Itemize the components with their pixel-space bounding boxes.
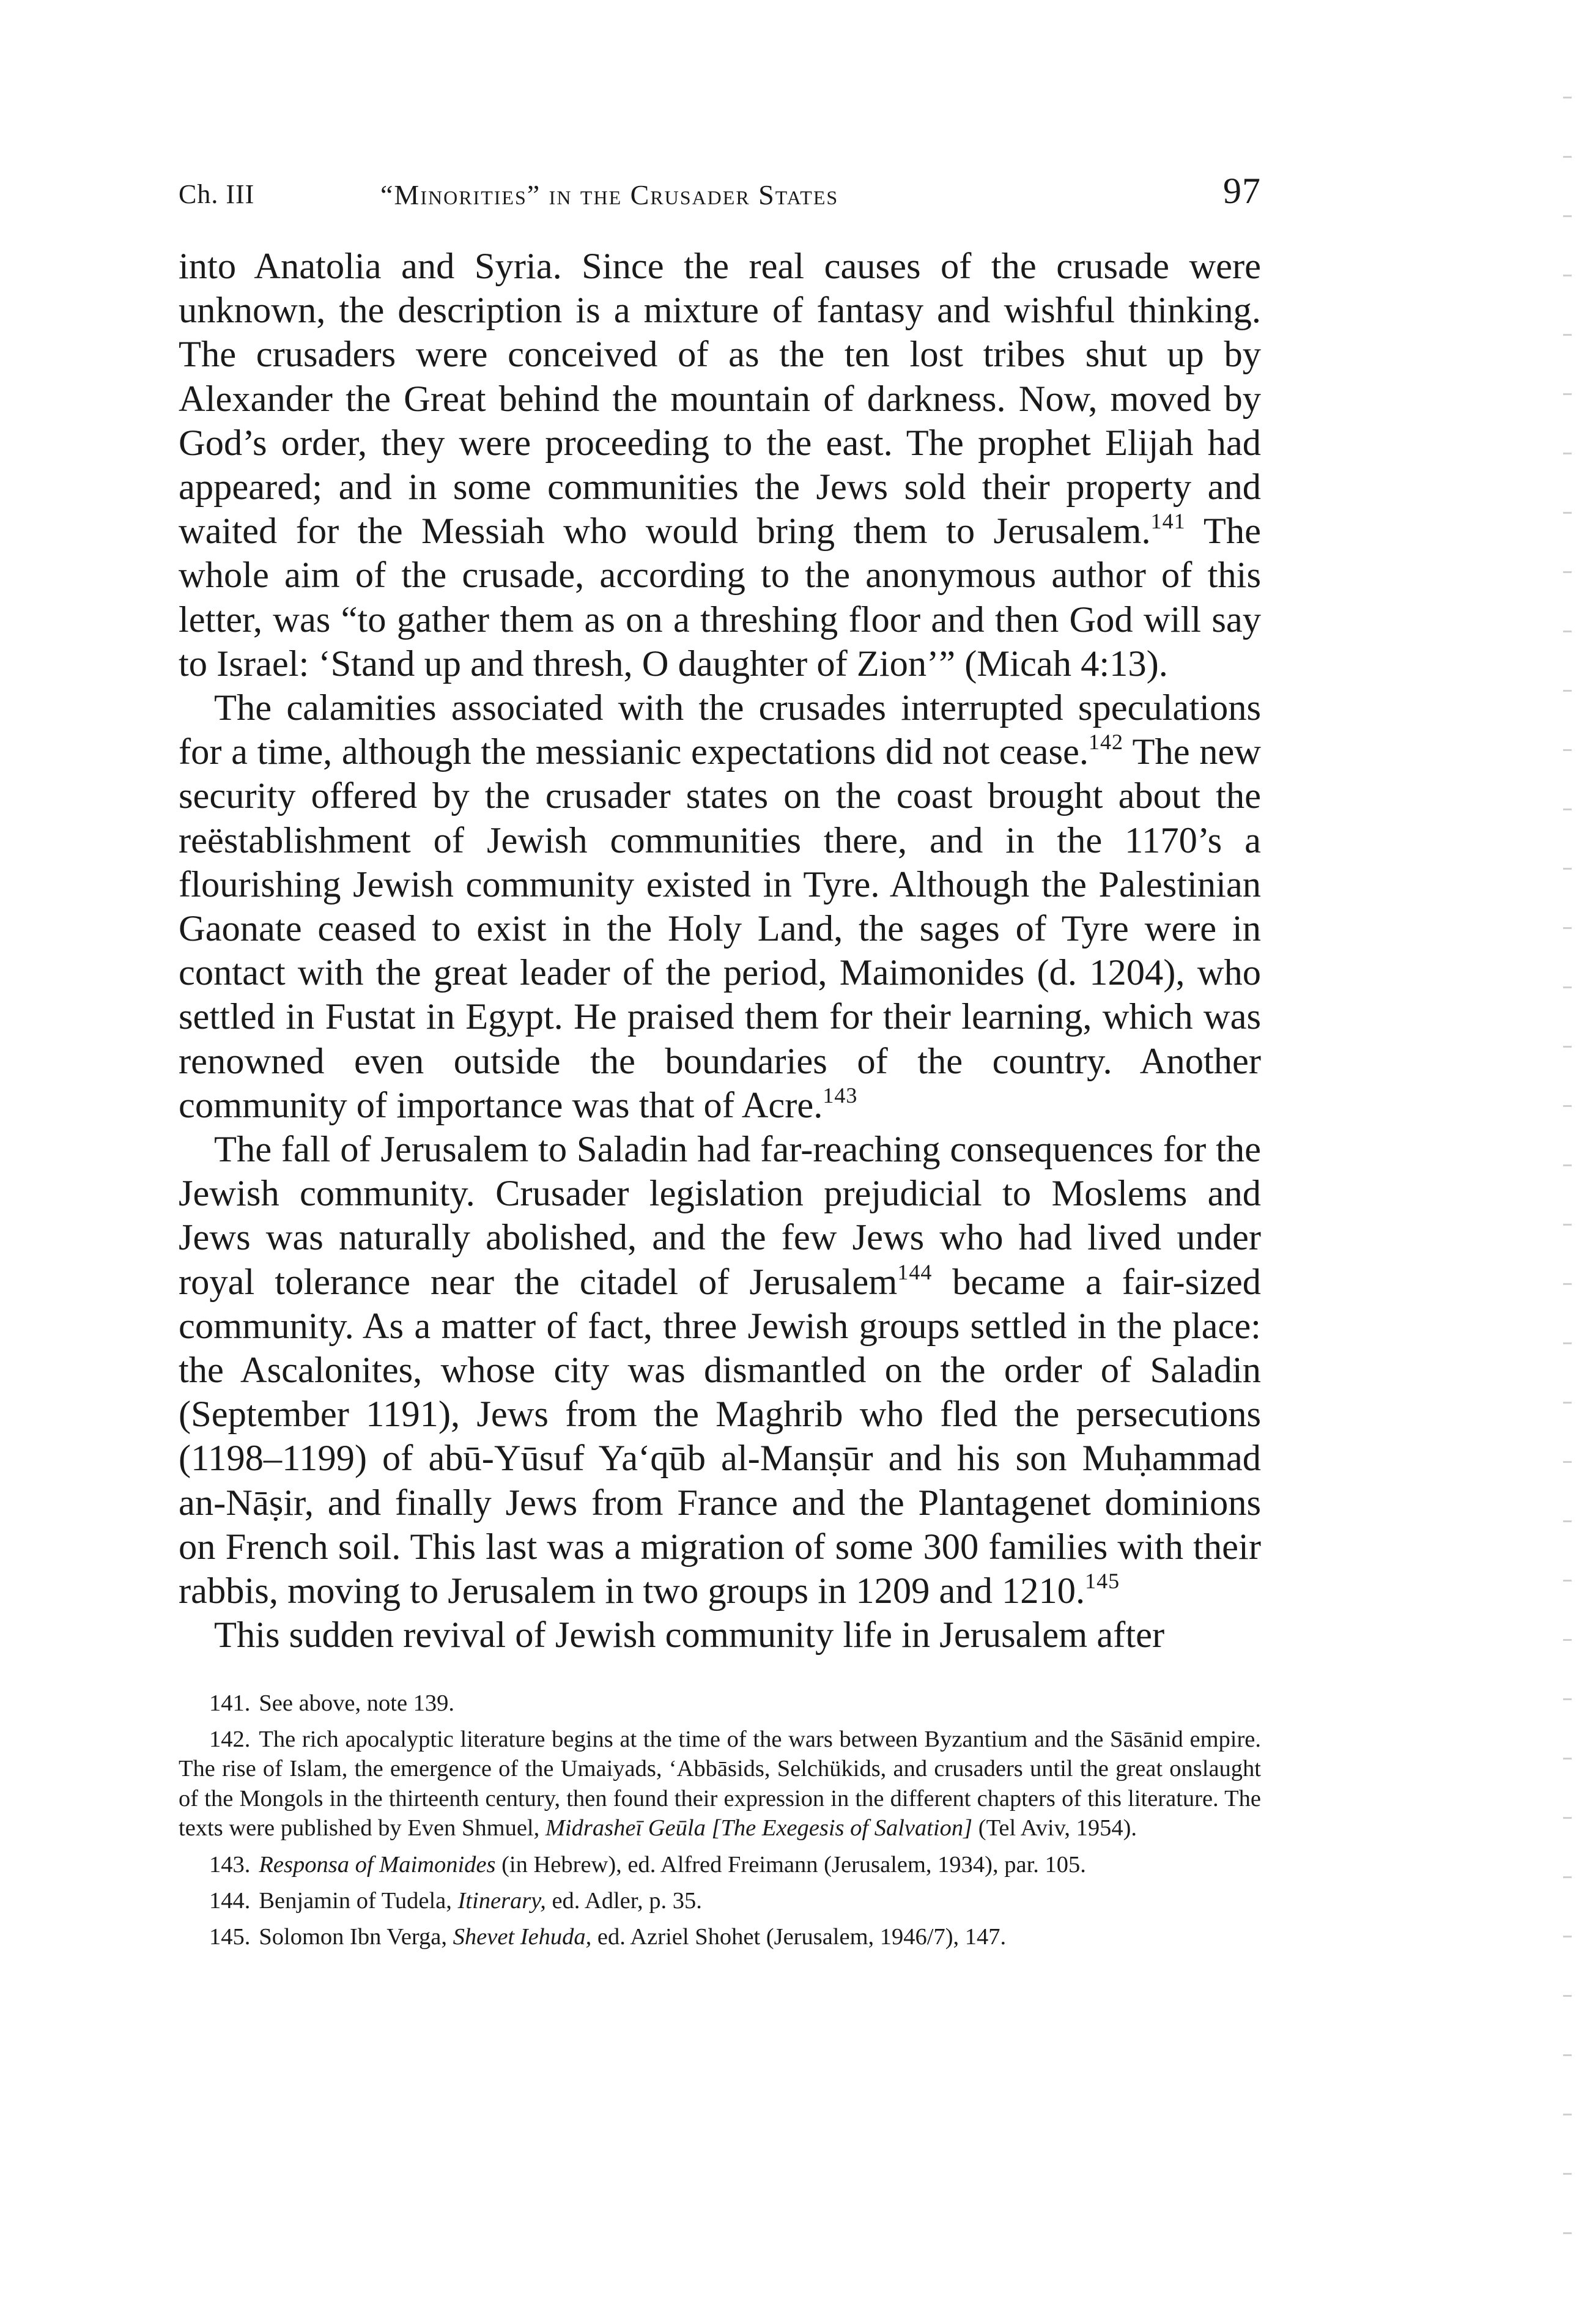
footnote-number: 145.	[209, 1924, 251, 1950]
text-run: The new security offered by the crusader states on the coast brought about the reëstablishment of Jewish communities there, and in the 1170’s a flourishing Jewish community existed in Tyre. Although the Palestinian Gaonate ceased to exist in the Holy Land, the sages of Tyre were in contact with the great leader of the period, Maimonides (d. 1204), who settled in Fustat in Egypt. He praised them for their learning, which was renowned even outside the boundaries of the country. Another community of importance was that of Acre.	[179, 731, 1261, 1126]
footnote-ref-141: 141	[1150, 509, 1186, 534]
text-run: The fall of Jerusalem to Saladin had far-reaching consequences for the Jewish community. Crusader legislation prejudicial to Moslems and Jews was naturally abolished, and the few Jews who had lived under royal tolerance near the citadel of Jerusalem	[179, 1129, 1261, 1303]
footnote-text: (Tel Aviv, 1954).	[972, 1815, 1137, 1841]
paragraph-4: This sudden revival of Jewish community life in Jerusalem after	[214, 1615, 1165, 1656]
footnote-text: The rich apocalyptic literature begins at the time of the wars between Byzantium and the Sāsānid empire. The rise of Islam, the emergence of the Umaiyads, ‘Abbāsids, Selchükids, and crusaders until the great onslaught of the Mongols in the thirteenth century, then found their expression in the different chapters of this literature. The texts were published by Even Shmuel,	[179, 1726, 1261, 1841]
text-run: into Anatolia and Syria. Since the real causes of the crusade were unknown, the description is a mixture of fantasy and wishful thinking. The crusaders were conceived of as the ten lost tribes shut up by Alexander the Great behind the mountain of darkness. Now, moved by God’s order, they were proceeding to the east. The prophet Elijah had appeared; and in some communities the Jews sold their property and waited for the Messiah who would bring them to Jerusalem.	[179, 246, 1261, 552]
footnote-142	[179, 1725, 1261, 1843]
footnote-143	[179, 1850, 1261, 1879]
footnote-text: See above, note 139.	[259, 1690, 455, 1716]
body-text	[179, 245, 1261, 1658]
footnote-title: Midrasheī Geūla [The Exegesis of Salvation]	[545, 1815, 973, 1841]
text-run: The calamities associated with the crusades interrupted speculations for a time, although the messianic expectations did not cease.	[179, 687, 1261, 773]
footnotes	[179, 1689, 1261, 1952]
text-run: became a fair-sized community. As a matter of fact, three Jewish groups settled in the place: the Ascalonites, whose city was dismantled on the order of Saladin (September 1191), Jews from the Maghrib who fled the persecutions (1198–1199) of abū-Yūsuf Ya‘qūb al-Manṣūr and his son Muḥammad an-Nāṣir, and finally Jews from France and the Plantagenet dominions on French soil. This last was a migration of some 300 families with their rabbis, moving to Jerusalem in two groups in 1209 and 1210.	[179, 1261, 1261, 1612]
footnote-144	[179, 1886, 1261, 1915]
footnote-text: Solomon Ibn Verga,	[259, 1924, 453, 1950]
footnote-title: Itinerary,	[457, 1887, 546, 1914]
footnote-145	[179, 1922, 1261, 1952]
footnote-141	[179, 1689, 1261, 1718]
footnote-title: Shevet Iehuda,	[453, 1924, 592, 1950]
chapter-label: Ch. III	[179, 179, 255, 209]
paragraph-2	[179, 686, 1261, 1128]
footnote-text: ed. Adler, p. 35.	[545, 1887, 702, 1914]
footnote-number: 142.	[209, 1726, 251, 1752]
footnote-number: 143.	[209, 1851, 251, 1878]
text-run: The whole aim of the crusade, according to the anonymous author of this letter, was “to gather them as on a threshing floor and then God will say to Israel: ‘Stand up and thresh, O daughter of Zion’” (Micah 4:13).	[179, 511, 1261, 684]
page-number: 97	[1223, 171, 1261, 211]
footnote-text: Benjamin of Tudela,	[259, 1887, 458, 1914]
paragraph-3	[179, 1128, 1261, 1613]
footnote-text: ed. Azriel Shohet (Jerusalem, 1946/7), 147.	[591, 1924, 1007, 1950]
paragraph-1	[179, 245, 1261, 686]
footnote-number: 144.	[209, 1887, 251, 1914]
running-head	[179, 165, 1261, 220]
footnote-text: (in Hebrew), ed. Alfred Freimann (Jerusalem, 1934), par. 105.	[495, 1851, 1086, 1878]
book-page	[179, 165, 1261, 1959]
footnote-ref-145: 145	[1085, 1569, 1120, 1594]
footnote-number: 141.	[209, 1690, 251, 1716]
running-title: “Minorities” in the Crusader States	[380, 179, 839, 210]
footnote-ref-144: 144	[897, 1259, 933, 1284]
scan-edge-marks	[1563, 73, 1572, 2275]
footnote-ref-142: 142	[1088, 730, 1123, 755]
footnote-title: Responsa of Maimonides	[259, 1851, 496, 1878]
footnote-ref-143: 143	[823, 1082, 858, 1108]
